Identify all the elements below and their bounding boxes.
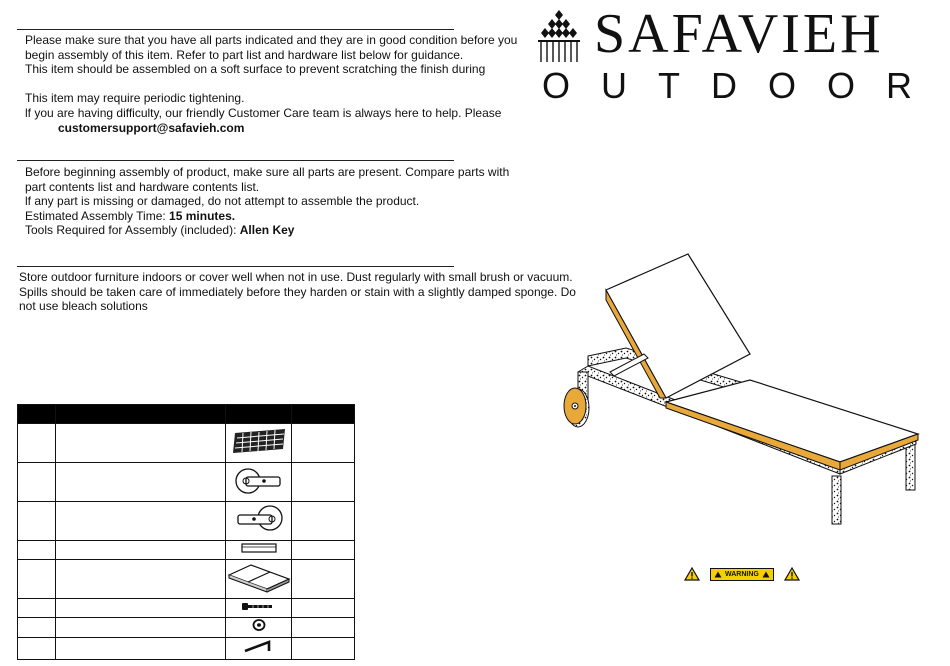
front-leg xyxy=(832,476,841,524)
logo-emblem-icon xyxy=(536,10,582,64)
right-bracket-icon xyxy=(234,504,284,534)
tools-required-label: Tools Required for Assembly (included): xyxy=(25,223,240,238)
parts-table-header xyxy=(18,405,355,424)
assembly-time xyxy=(25,209,509,224)
table-row xyxy=(18,541,355,560)
rear-leg xyxy=(906,444,915,490)
table-row xyxy=(18,502,355,541)
care-line: Store outdoor furniture indoors or cover well when not in use. Dust regularly with small brush or vacuum. xyxy=(19,270,573,284)
table-row xyxy=(18,618,355,638)
notice-line: begin assembly of this item. Refer to part list and hardware list below for guidance. xyxy=(25,47,464,62)
warning-row xyxy=(684,567,800,581)
table-row xyxy=(18,638,355,660)
section-divider xyxy=(17,29,454,30)
brand-name: SAFAVIEH xyxy=(594,3,884,65)
tightening-note: This item may require periodic tightening. xyxy=(25,91,245,106)
notice-line: Please make sure that you have all parts indicated and they are in good condition before you xyxy=(25,33,518,47)
customer-care-note: lf you are having difficulty, our friendly Customer Care team is always here to help. Please xyxy=(25,105,502,120)
section-divider xyxy=(17,160,454,161)
warning-small-triangle-icon xyxy=(762,571,770,578)
care-instructions xyxy=(19,270,576,314)
tools-required-value: Allen Key xyxy=(239,223,295,238)
warning-triangle-icon xyxy=(784,567,800,581)
assembly-time-label: Estimated Assembly Time: xyxy=(25,208,170,223)
left-bracket-icon xyxy=(234,465,284,495)
bolt-icon xyxy=(239,600,279,612)
assembly-time-value: 15 minutes. xyxy=(169,208,236,223)
assembly-notice xyxy=(25,33,517,135)
tools-required xyxy=(25,223,509,238)
parts-check-line: part contents list and hardware contents list. xyxy=(25,179,260,194)
slat-panel-icon xyxy=(229,427,289,455)
chaise-lounge-illustration xyxy=(548,248,928,528)
warning-label: WARNING xyxy=(725,570,759,578)
table-row xyxy=(18,599,355,618)
parts-check-notice xyxy=(25,165,509,238)
parts-check-line: Before beginning assembly of product, make sure all parts are present. Compare parts with xyxy=(25,165,510,179)
brand-subtitle: OUTDOOR xyxy=(542,65,943,106)
section-divider xyxy=(17,266,454,267)
wheel xyxy=(564,388,589,427)
care-line: Spills should be taken care of immediately before they harden or stain with a slightly damped sponge. Do xyxy=(19,284,576,299)
allen-key-icon xyxy=(241,638,277,654)
notice-line: This item should be assembled on a soft surface to prevent scratching the finish during xyxy=(25,62,486,77)
brand-logo xyxy=(536,3,943,106)
table-row xyxy=(18,560,355,599)
support-email[interactable]: customersupport@safavieh.com xyxy=(58,120,245,135)
warning-label-box xyxy=(710,568,774,581)
parts-check-line: lf any part is missing or damaged, do not attempt to assemble the product. xyxy=(25,194,420,209)
cushion-icon xyxy=(227,561,291,593)
warning-small-triangle-icon xyxy=(714,571,722,578)
table-row xyxy=(18,463,355,502)
care-line: not use bleach solutions xyxy=(19,299,148,314)
table-row xyxy=(18,424,355,463)
warning-triangle-icon xyxy=(684,567,700,581)
bar-icon xyxy=(239,542,279,554)
backrest-cushion xyxy=(606,254,750,398)
washer-icon xyxy=(251,618,267,632)
parts-table xyxy=(17,404,355,660)
